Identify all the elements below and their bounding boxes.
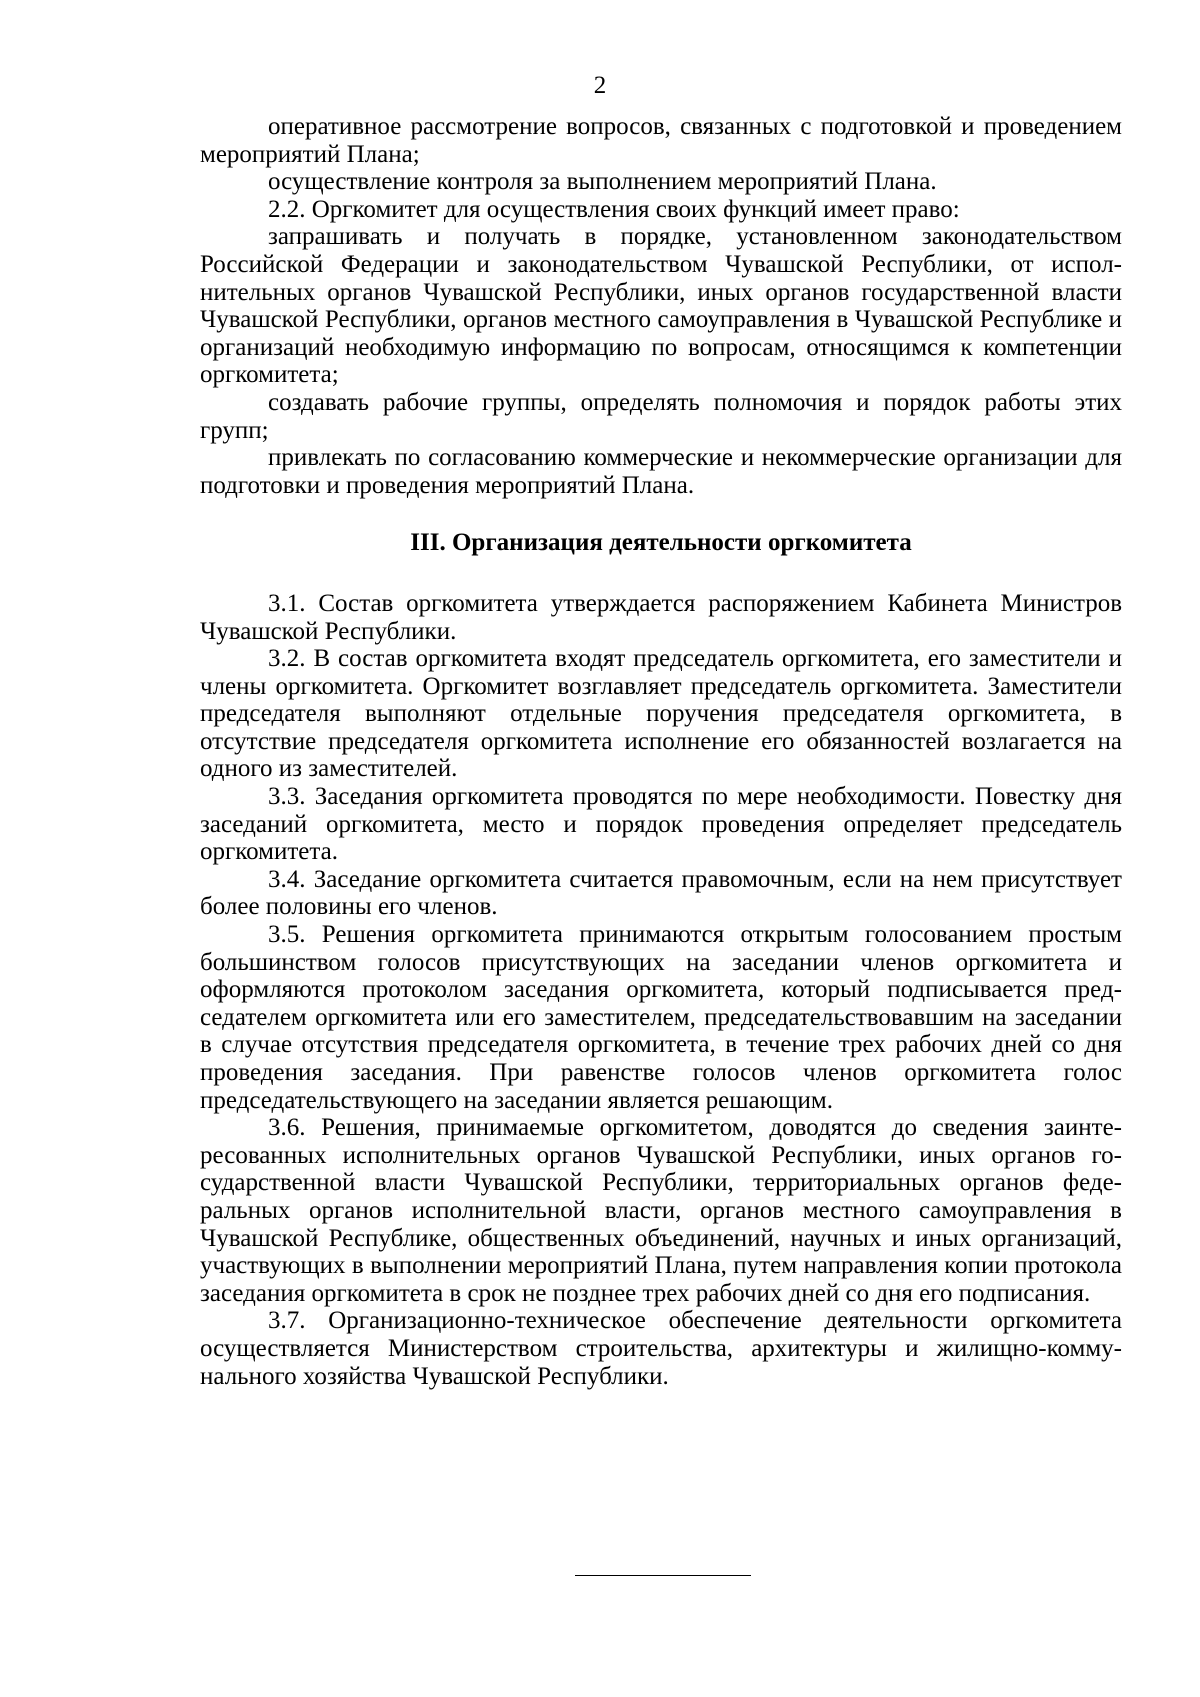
document-body <box>200 113 1122 1390</box>
end-of-document-rule <box>575 1575 751 1576</box>
clause-3-4: 3.4. Заседание оргкомитета считается правомочным, если на нем присутствует более половины его членов. <box>200 865 1122 921</box>
clause-3-7: 3.7. Организационно-техническое обеспечение деятельности оргкомитета осуществляется Министерством строительства, архитектуры и жилищно-коммунального хозяйства Чувашской Республики. <box>200 1307 1122 1390</box>
paragraph-item: 2.2. Оргкомитет для осуществления своих функций имеет право: <box>268 195 960 223</box>
clause-3-3: 3.3. Заседания оргкомитета проводятся по мере необходимости. Повестку дня заседаний оргкомитета, место и порядок проведения определяет председатель оргкомитета. <box>200 783 1122 866</box>
clause-3-2: 3.2. В состав оргкомитета входят председатель оргкомитета, его заместители и члены оргкомитета. Оргкомитет возглавляет председатель оргкомитета. Заместители председателя выполняют отдельные поручения председателя оргкомитета, в отсутствие председателя оргкомитета исполнение его обязанностей возлагается на одного из заместителей. <box>200 645 1122 783</box>
section-heading: III. Организация деятельности оргкомитета <box>410 529 912 557</box>
paragraph-item: оперативное рассмотрение вопросов, связанных с подготовкой и проведением мероприятий Плана; <box>200 113 1122 168</box>
paragraph-item: осуществление контроля за выполнением мероприятий Плана. <box>268 168 937 196</box>
page-number: 2 <box>593 72 607 99</box>
clause-3-5: 3.5. Решения оргкомитета принимаются открытым голосованием простым большинством голосов присутствующих на заседании членов оргкомитета и оформляются протоколом заседания оргкомитета, который подписывается председателем оргкомитета или его заместителем, председательствовавшим на заседании в случае отсутствия председателя оргкомитета, в течение трех рабочих дней со дня проведения заседания. При равенстве голосов членов оргкомитета голос председательствующего на заседании является решающим. <box>200 921 1122 1114</box>
paragraph-item: привлекать по согласованию коммерческие и некоммерческие организации для подготовки и проведения мероприятий Плана. <box>200 444 1122 499</box>
paragraph-item: создавать рабочие группы, определять полномочия и порядок работы этих групп; <box>200 388 1122 444</box>
clause-3-1: 3.1. Состав оргкомитета утверждается распоряжением Кабинета Министров Чувашской Республики. <box>200 589 1122 645</box>
paragraph-item: запрашивать и получать в порядке, установленном законодательством Российской Федерации и законодательством Чувашской Республики, от исполнительных органов Чувашской Республики, иных органов государственной власти Чувашской Республики, органов местного самоуправления в Чувашской Республике и организаций необходимую информацию по вопросам, относящимся к компетенции оргкомитета; <box>200 223 1122 389</box>
clause-3-6: 3.6. Решения, принимаемые оргкомитетом, доводятся до сведения заинтересованных исполнительных органов Чувашской Республики, иных органов государственной власти Чувашской Республики, территориальных органов федеральных органов исполнительной власти, органов местного самоуправления в Чувашской Республике, общественных объединений, научных и иных организаций, участвующих в выполнении мероприятий Плана, путем направления копии протокола заседания оргкомитета в срок не позднее трех рабочих дней со дня его подписания. <box>200 1114 1122 1307</box>
